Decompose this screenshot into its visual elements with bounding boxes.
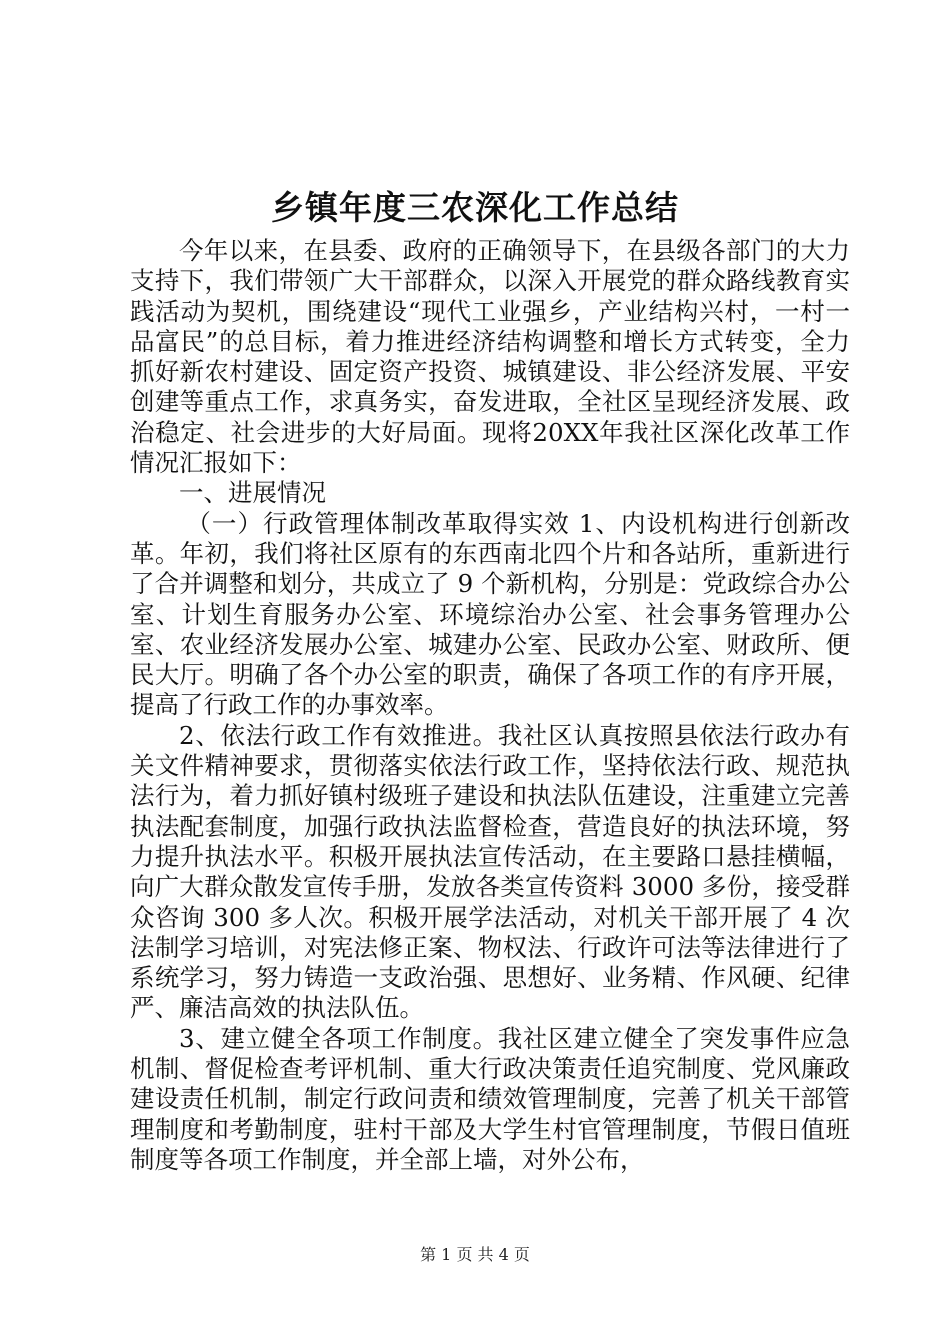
page-title: 乡镇年度三农深化工作总结: [271, 188, 679, 227]
page-footer: 第 1 页 共 4 页: [420, 1245, 530, 1264]
paragraph-item-2: 2、依法行政工作有效推进。我社区认真按照县依法行政办有关文件精神要求，贯彻落实依法行政工作，坚持依法行政、规范执法行为，着力抓好镇村级班子建设和执法队伍建设，注重建立完善执法配套制度，加强行政执法监督检查，营造良好的执法环境，努力提升执法水平。积极开展执法宣传活动，在主要路口悬挂横幅，向广大群众散发宣传手册，发放各类宣传资料 3000 多份，接受群众咨询 300 多人次。积极开展学法活动，对机关干部开展了 4 次法制学习培训，对宪法修正案、物权法、行政许可法等法律进行了系统学习，努力铸造一支政治强、思想好、业务精、作风硬、纪律严、廉洁高效的执法队伍。: [130, 720, 850, 1023]
document-body: [130, 236, 850, 1175]
paragraph-item-1: （一）行政管理体制改革取得实效 1、内设机构进行创新改革。年初，我们将社区原有的东西南北四个片和各站所，重新进行了合并调整和划分，共成立了 9 个新机构，分别是：党政综合办公室、计划生育服务办公室、环境综治办公室、社会事务管理办公室、农业经济发展办公室、城建办公室、民政办公室、财政所、便民大厅。明确了各个办公室的职责，确保了各项工作的有序开展，提高了行政工作的办事效率。: [130, 508, 850, 720]
paragraph-intro: 今年以来，在县委、政府的正确领导下，在县级各部门的大力支持下，我们带领广大干部群众，以深入开展党的群众路线教育实践活动为契机，围绕建设“现代工业强乡，产业结构兴村，一村一品富民”的总目标，着力推进经济结构调整和增长方式转变，全力抓好新农村建设、固定资产投资、城镇建设、非公经济发展、平安创建等重点工作，求真务实，奋发进取，全社区呈现经济发展、政治稳定、社会进步的大好局面。现将20XX年我社区深化改革工作情况汇报如下：: [130, 236, 850, 478]
paragraph-item-3: 3、建立健全各项工作制度。我社区建立健全了突发事件应急机制、督促检查考评机制、重大行政决策责任追究制度、党风廉政建设责任机制，制定行政问责和绩效管理制度，完善了机关干部管理制度和考勤制度，驻村干部及大学生村官管理制度，节假日值班制度等各项工作制度，并全部上墙，对外公布，: [130, 1023, 850, 1174]
section-heading: 一、进展情况: [179, 478, 326, 508]
